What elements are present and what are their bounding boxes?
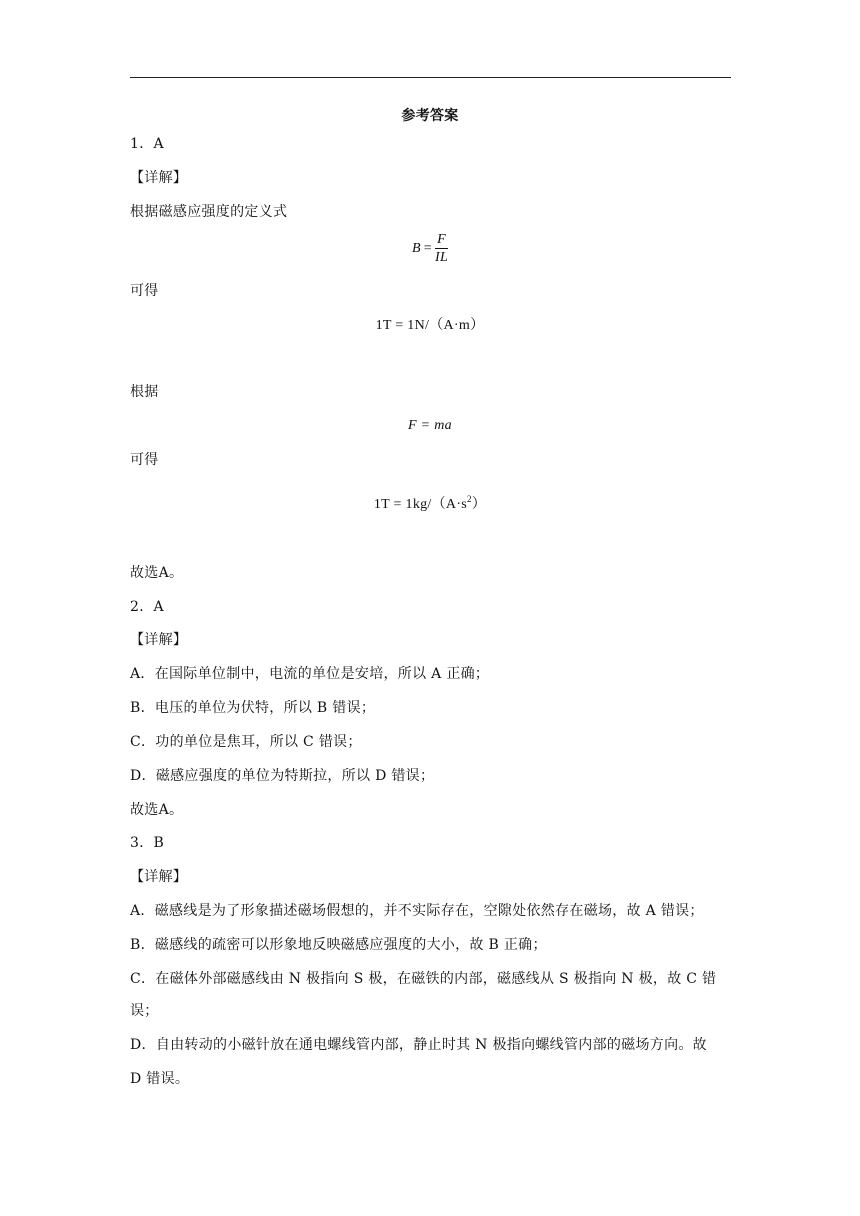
- unit2-exponent: 2: [467, 494, 472, 504]
- formula-denominator: IL: [435, 250, 449, 265]
- q2-option-c: C．功的单位是焦耳，所以 C 错误；: [130, 734, 362, 750]
- q1-answer: 1．A: [130, 136, 164, 152]
- q1-kede-1: 可得: [130, 283, 159, 299]
- page-title: 参考答案: [401, 108, 459, 124]
- q2-answer: 2．A: [130, 599, 164, 615]
- formula-numerator: F: [435, 232, 448, 249]
- q3-answer: 3．B: [130, 835, 165, 851]
- q3-option-c-cont: 误；: [130, 1003, 159, 1019]
- unit2-main: 1T = 1kg/（A·s: [373, 497, 468, 512]
- q3-option-b: B．磁感线的疏密可以形象地反映磁感应强度的大小，故 B 正确；: [130, 937, 547, 953]
- q1-unit-result-2: [130, 489, 730, 515]
- q1-formula-definition: [130, 232, 730, 266]
- q3-option-a: A．磁感线是为了形象描述磁场假想的，并不实际存在，空隙处依然存在磁场，故 A 错误；: [130, 903, 704, 919]
- q1-detail-label: 【详解】: [130, 170, 188, 186]
- q3-option-d-cont: D 错误。: [130, 1071, 190, 1087]
- q1-conclusion: 故选A。: [130, 565, 184, 581]
- q1-genju: 根据: [130, 384, 159, 400]
- q2-option-d: D．磁感应强度的单位为特斯拉，所以 D 错误；: [130, 768, 435, 784]
- unit2-end: ）: [471, 497, 487, 512]
- q1-intro: 根据磁感应强度的定义式: [130, 204, 288, 220]
- q1-unit-result-1: 1T = 1N/（A·m）: [375, 318, 485, 333]
- q1-formula-newton: F = ma: [408, 418, 452, 433]
- q2-option-a: A．在国际单位制中，电流的单位是安培，所以 A 正确；: [130, 666, 490, 682]
- q2-detail-label: 【详解】: [130, 632, 188, 648]
- q3-detail-label: 【详解】: [130, 869, 188, 885]
- q2-option-b: B．电压的单位为伏特，所以 B 错误；: [130, 700, 376, 716]
- formula-lhs: B: [411, 241, 421, 256]
- header-rule: [130, 77, 731, 78]
- q3-option-d: D．自由转动的小磁针放在通电螺线管内部，静止时其 N 极指向螺线管内部的磁场方向。故: [130, 1037, 707, 1053]
- q3-option-c: C．在磁体外部磁感线由 N 极指向 S 极，在磁铁的内部，磁感线从 S 极指向 N 极，故 C 错: [130, 971, 717, 987]
- formula-fraction: [435, 232, 448, 266]
- q1-kede-2: 可得: [130, 452, 159, 468]
- q2-conclusion: 故选A。: [130, 802, 184, 818]
- formula-equals: =: [423, 241, 432, 256]
